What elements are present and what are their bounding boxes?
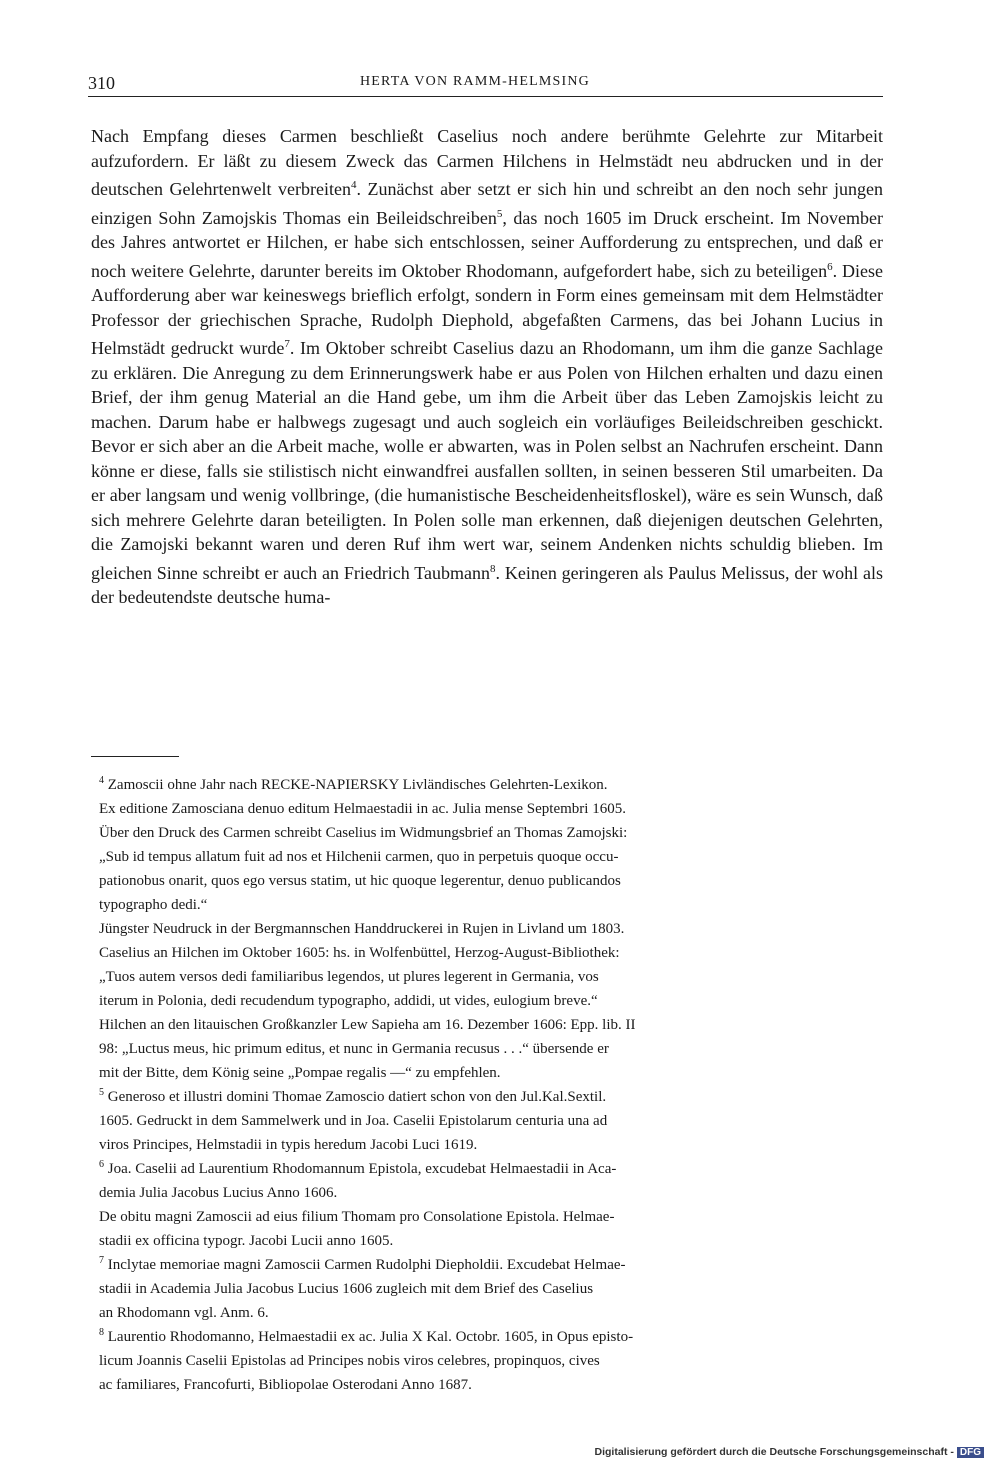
credit-text: Digitalisierung gefördert durch die Deutsche Forschungsgemeinschaft - — [594, 1446, 954, 1458]
footnote-mark: 8 — [99, 1327, 104, 1338]
footnote-text: Zamoscii ohne Jahr nach RECKE-NAPIERSKY Livländisches Gelehrten-Lexikon. — [104, 777, 608, 793]
footnote-text: demia Julia Jacobus Lucius Anno 1606. — [99, 1185, 338, 1201]
footnote-line — [99, 1227, 889, 1251]
body-text: . Diese Aufforderung aber war keineswegs brieflich erfolgt, sondern in Form eines gemeinsam mit dem Helmstädter Professor der griechischen Sprache, Rudolph Diephold, abgefaßten Carmens, das bei Johann Lucius in Helmstädt gedruckt wurde — [91, 260, 883, 358]
body-text: Nach Empfang dieses Carmen beschließt Caselius noch andere berühmte Gelehrte zur Mitarbeit aufzufordern. Er läßt zu diesem Zweck das Carmen Hilchens in Helmstädt neu abdrucken und in der deutschen Gelehrtenwelt verbreiten — [91, 126, 883, 199]
footnotes — [99, 771, 889, 1395]
footnote-line — [99, 1179, 889, 1203]
footnote-text: Laurentio Rhodomanno, Helmaestadii ex ac. Julia X Kal. Octobr. 1605, in Opus episto- — [104, 1329, 634, 1345]
footnote-text: De obitu magni Zamoscii ad eius filium Thomam pro Consolatione Epistola. Helmae- — [99, 1209, 615, 1225]
footnote-line — [99, 987, 889, 1011]
digitization-credit — [595, 1446, 985, 1458]
footnote-line — [99, 771, 889, 795]
running-head: HERTA VON RAMM-HELMSING — [360, 74, 590, 89]
header-rule — [88, 96, 883, 97]
footnote-text: viros Principes, Helmstadii in typis heredum Jacobi Luci 1619. — [99, 1137, 478, 1153]
footnote-text: „Sub id tempus allatum fuit ad nos et Hilchenii carmen, quo in perpetuis quoque occu- — [99, 849, 619, 865]
footnote-line — [99, 1275, 889, 1299]
footnote-line — [99, 1035, 889, 1059]
footnote-text: Jüngster Neudruck in der Bergmannschen Handdruckerei in Rujen in Livland um 1803. — [99, 921, 625, 937]
footnote-line — [99, 819, 889, 843]
footnote-line — [99, 1371, 889, 1395]
footnote-line — [99, 1059, 889, 1083]
footnote-text: ac familiares, Francofurti, Bibliopolae Osterodani Anno 1687. — [99, 1377, 472, 1393]
footnote-ref: 8 — [490, 562, 496, 575]
footnote-line — [99, 867, 889, 891]
body-text: . Zunächst aber setzt er sich hin und schreibt an den noch sehr jungen einzigen Sohn Zamojskis Thomas ein Beileidschreiben — [91, 179, 884, 228]
footnote-mark: 5 — [99, 1087, 104, 1098]
footnote-text: Joa. Caselii ad Laurentium Rhodomannum Epistola, excudebat Helmaestadii in Aca- — [104, 1161, 617, 1177]
body-text: . Im Oktober schreibt Caselius dazu an Rhodomann, um ihm die ganze Sachlage zu erklären. Die Anregung zu dem Erinnerungswerk habe er aus Polen von Hilchen erhalten und dazu einen Brief, der ihm genug Material an die Hand gebe, um ihm die Arbeit über das Leben Zamojskis leicht zu machen. Darum habe er halbwegs zugesagt und auch sogleich ein vorläufiges Beileidschreiben geschickt. Bevor er sich aber an die Arbeit mache, wolle er abwarten, was in Polen selbst an Nachrufen erscheint. Dann könne er diese, falls sie stilistisch nicht einwandfrei ausfallen sollten, in seinen besseren Stil umarbeiten. Da er aber langsam und wenig vollbringe, (die humanistische Bescheidenheitsfloskel), wäre es sein Wunsch, daß sich mehrere Gelehrte daran beteiligten. In Polen solle man erkennen, daß diejenigen deutschen Gelehrten, die Zamojski bekannt waren und deren Ruf ihm wert war, seinem Andenken nichts schuldig blieben. Im gleichen Sinne schreibt er auch an Friedrich Taubmann — [91, 338, 883, 583]
footnote-line — [99, 1299, 889, 1323]
footnote-line — [99, 915, 889, 939]
footnote-text: 98: „Luctus meus, hic primum editus, et nunc in Germania recusus . . .“ übersende er — [99, 1041, 609, 1057]
footnote-ref: 6 — [827, 260, 833, 273]
dfg-logo: DFG — [957, 1447, 984, 1458]
body-text: , das noch 1605 im Druck erscheint. Im November des Jahres antwortet er Hilchen, er habe sich entschlossen, seiner Aufforderung zu entsprechen, und daß er noch weitere Gelehrte, darunter bereits im Oktober Rhodomann, aufgefordert habe, sich zu beteiligen — [91, 207, 884, 281]
footnote-mark: 4 — [99, 775, 104, 786]
footnote-line — [99, 1323, 889, 1347]
footnote-text: pationobus onarit, quos ego versus statim, ut hic quoque legerentur, denuo publicandos — [99, 873, 621, 889]
footnote-ref: 5 — [496, 207, 503, 220]
footnote-line — [99, 1203, 889, 1227]
footnote-line — [99, 1107, 889, 1131]
footnote-text: an Rhodomann vgl. Anm. 6. — [99, 1305, 269, 1321]
footnote-mark: 6 — [99, 1159, 104, 1170]
footnote-line — [99, 891, 889, 915]
body-text: . Keinen geringeren als Paulus Melissus, der wohl als der bedeutendste deutsche huma- — [91, 562, 883, 607]
footnote-text: Caselius an Hilchen im Oktober 1605: hs. in Wolfenbüttel, Herzog-August-Bibliothek: — [99, 945, 620, 961]
footnote-text: 1605. Gedruckt in dem Sammelwerk und in Joa. Caselii Epistolarum centuria una ad — [99, 1113, 608, 1129]
footnote-line — [99, 1083, 889, 1107]
footnote-text: typographo dedi.“ — [99, 897, 208, 913]
footnote-ref: 4 — [351, 179, 357, 191]
footnote-line — [99, 939, 889, 963]
main-text — [91, 124, 883, 610]
footnote-text: Hilchen an den litauischen Großkanzler Lew Sapieha am 16. Dezember 1606: Epp. lib. II — [99, 1017, 636, 1033]
footnote-text: Über den Druck des Carmen schreibt Caselius im Widmungsbrief an Thomas Zamojski: — [99, 825, 628, 841]
footnote-rule — [91, 756, 179, 757]
footnote-text: Inclytae memoriae magni Zamoscii Carmen Rudolphi Diepholdii. Excudebat Helmae- — [104, 1257, 626, 1273]
footnote-line — [99, 843, 889, 867]
footnote-line — [99, 1251, 889, 1275]
body-paragraph — [91, 124, 883, 610]
footnote-text: Generoso et illustri domini Thomae Zamoscio datiert schon von den Jul.Kal.Sextil. — [104, 1089, 607, 1105]
footnote-line — [99, 963, 889, 987]
footnote-text: „Tuos autem versos dedi familiaribus legendos, ut plures legerent in Germania, vos — [99, 969, 599, 985]
footnote-text: mit der Bitte, dem König seine „Pompae regalis —“ zu empfehlen. — [99, 1065, 501, 1081]
footnote-line — [99, 1011, 889, 1035]
footnote-line — [99, 1131, 889, 1155]
footnote-text: iterum in Polonia, dedi recudendum typographo, addidi, ut vides, eulogium breve.“ — [99, 993, 598, 1009]
page-number: 310 — [88, 73, 115, 93]
footnote-text: stadii in Academia Julia Jacobus Lucius 1606 zugleich mit dem Brief des Caselius — [99, 1281, 594, 1297]
footnote-ref: 7 — [284, 338, 290, 350]
footnote-line — [99, 1155, 889, 1179]
footnote-mark: 7 — [99, 1255, 104, 1266]
footnote-line — [99, 795, 889, 819]
footnote-text: stadii ex officina typogr. Jacobi Lucii anno 1605. — [99, 1233, 394, 1249]
footnote-text: licum Joannis Caselii Epistolas ad Principes nobis viros celebres, propinquos, cives — [99, 1353, 600, 1369]
footnote-line — [99, 1347, 889, 1371]
footnote-text: Ex editione Zamosciana denuo editum Helmaestadii in ac. Julia mense Septembri 1605. — [99, 801, 626, 817]
